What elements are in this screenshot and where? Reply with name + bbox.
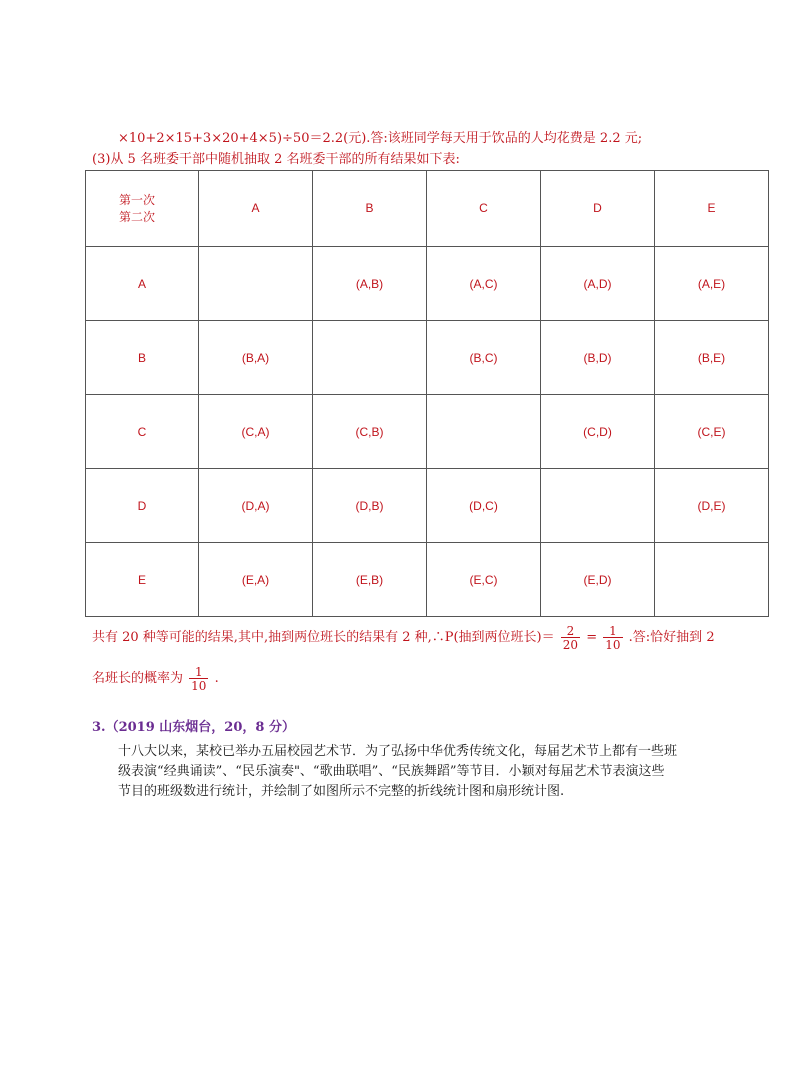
fraction-denominator: 20	[562, 637, 579, 652]
fraction-1-over-10	[189, 666, 208, 692]
question-source: （2019 山东烟台，20，8 分）	[105, 720, 295, 735]
conclusion-line-2	[92, 663, 219, 695]
table-cell: (D,B)	[313, 469, 427, 543]
table-cell: (B,A)	[199, 321, 313, 395]
column-header: C	[427, 171, 541, 247]
conclusion-text: 共有 20 种等可能的结果,其中,抽到两位班长的结果有 2 种,∴P(抽到两位班长)＝	[92, 630, 555, 645]
corner-second-draw-label: 第二次	[119, 209, 156, 224]
question-body-line: 级表演“经典诵读”、“民乐演奏"、“歌曲联唱”、“民族舞蹈”等节目．小颖对每届艺术节表演这些	[118, 764, 665, 779]
table-cell: (D,C)	[427, 469, 541, 543]
table-cell: (E,D)	[541, 543, 655, 617]
solution-line-1: ×10+2×15+3×20+4×5)÷50＝2.2(元).答:该班同学每天用于饮品的人均花费是 2.2 元;	[118, 131, 643, 146]
table-cell: (C,E)	[655, 395, 769, 469]
row-header: E	[86, 543, 199, 617]
table-cell: (A,C)	[427, 247, 541, 321]
table-cell: (C,A)	[199, 395, 313, 469]
equals-sign: =	[586, 630, 598, 645]
row-header: C	[86, 395, 199, 469]
fraction-numerator: 2	[566, 623, 575, 638]
conclusion-line-1	[92, 622, 715, 654]
table-cell: (E,A)	[199, 543, 313, 617]
table-row	[86, 247, 769, 321]
fraction-numerator: 1	[609, 623, 617, 638]
table-header-row	[86, 171, 769, 247]
table-cell: (A,B)	[313, 247, 427, 321]
table-cell	[199, 247, 313, 321]
outcome-table	[85, 170, 769, 617]
table-cell: (A,E)	[655, 247, 769, 321]
fraction-denominator: 10	[191, 678, 207, 693]
table-cell: (C,B)	[313, 395, 427, 469]
table-row	[86, 395, 769, 469]
table-cell	[655, 543, 769, 617]
table-row	[86, 543, 769, 617]
conclusion-answer-text: .答:恰好抽到 2	[628, 630, 715, 645]
table-cell: (A,D)	[541, 247, 655, 321]
table-cell: (E,C)	[427, 543, 541, 617]
column-header: A	[199, 171, 313, 247]
table-corner-cell	[86, 171, 199, 247]
table-cell: (B,C)	[427, 321, 541, 395]
table-cell: (E,B)	[313, 543, 427, 617]
corner-first-draw-label: 第一次	[119, 192, 156, 207]
table-cell	[427, 395, 541, 469]
fraction-2-over-20	[561, 625, 580, 651]
fraction-denominator: 10	[605, 637, 621, 652]
question-heading	[92, 720, 295, 736]
table-cell: (B,E)	[655, 321, 769, 395]
table-cell: (D,E)	[655, 469, 769, 543]
question-body-line: 十八大以来，某校已举办五届校园艺术节．为了弘扬中华优秀传统文化，每届艺术节上都有一些班	[118, 744, 678, 759]
table-cell	[313, 321, 427, 395]
fraction-1-over-10	[603, 625, 622, 651]
conclusion-text: 名班长的概率为	[92, 671, 184, 686]
solution-line-2: (3)从 5 名班委干部中随机抽取 2 名班委干部的所有结果如下表:	[92, 152, 460, 167]
table-cell: (B,D)	[541, 321, 655, 395]
column-header: B	[313, 171, 427, 247]
column-header: D	[541, 171, 655, 247]
row-header: B	[86, 321, 199, 395]
row-header: A	[86, 247, 199, 321]
row-header: D	[86, 469, 199, 543]
table-cell: (D,A)	[199, 469, 313, 543]
question-body-line: 节目的班级数进行统计，并绘制了如图所示不完整的折线统计图和扇形统计图.	[118, 784, 565, 799]
table-cell: (C,D)	[541, 395, 655, 469]
table-row	[86, 321, 769, 395]
fraction-numerator: 1	[194, 664, 203, 679]
table-row	[86, 469, 769, 543]
period: .	[214, 671, 219, 686]
question-number: 3.	[92, 720, 106, 735]
table-cell	[541, 469, 655, 543]
column-header: E	[655, 171, 769, 247]
